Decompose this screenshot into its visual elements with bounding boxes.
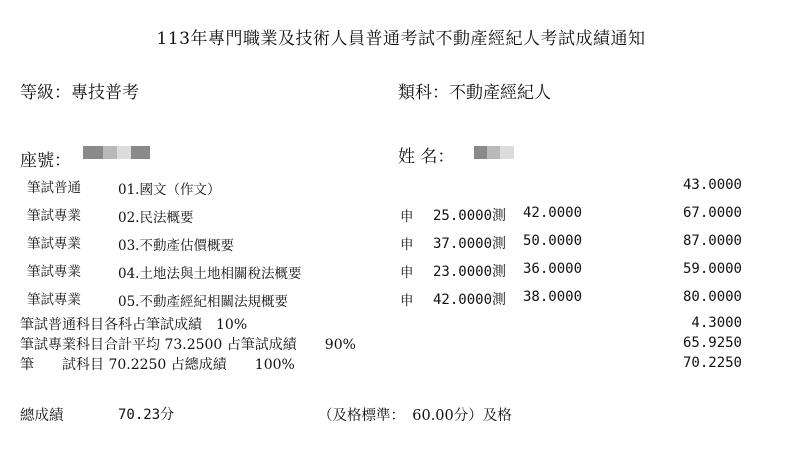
summary-general-label: 筆試普通科目各科占筆試成績 10%	[20, 317, 248, 333]
subject-label: 類科：不動產經紀人	[398, 83, 551, 103]
course-score: 87.0000	[682, 233, 742, 249]
score-part-2: 36.0000	[523, 261, 583, 277]
page-title: 113年專門職業及技術人員普通考試不動產經紀人考試成績通知	[156, 29, 646, 49]
name-label: 姓 名：	[398, 147, 455, 167]
exam-type: 筆試專業	[27, 208, 81, 224]
score-part-1: 23.0000測	[433, 264, 507, 280]
review-mark: 申	[400, 293, 414, 309]
score-part-2: 42.0000	[523, 205, 583, 221]
course-name: 01.國文（作文）	[118, 182, 221, 198]
exam-type: 筆試專業	[27, 264, 81, 280]
course-score: 59.0000	[682, 261, 742, 277]
level-label: 等級：專技普考	[20, 83, 139, 103]
exam-type: 筆試普通	[27, 180, 81, 196]
summary-professional-value: 65.9250	[682, 335, 742, 351]
exam-type: 筆試專業	[27, 292, 81, 308]
summary-general-value: 4.3000	[691, 315, 742, 331]
score-part-1: 42.0000測	[433, 292, 507, 308]
seat-number-redacted	[83, 146, 150, 159]
exam-type: 筆試專業	[27, 236, 81, 252]
total-score-label: 總成績	[20, 408, 64, 424]
total-score-value: 70.23分	[118, 407, 175, 423]
score-part-2: 50.0000	[523, 233, 583, 249]
score-part-1: 37.0000測	[433, 236, 507, 252]
summary-professional-label: 筆試專業科目合計平均 73.2500 占筆試成績 90%	[20, 337, 356, 353]
summary-written-value: 70.2250	[682, 355, 742, 371]
summary-written-label: 筆 試科目 70.2250 占總成績 100%	[20, 357, 295, 373]
pass-status: （及格標準： 60.00分）及格	[318, 408, 512, 424]
review-mark: 申	[400, 265, 414, 281]
course-score: 43.0000	[682, 177, 742, 193]
score-part-2: 38.0000	[523, 289, 583, 305]
name-redacted	[474, 146, 514, 159]
seat-label: 座號：	[20, 151, 71, 171]
course-name: 02.民法概要	[118, 210, 194, 226]
score-part-1: 25.0000測	[433, 208, 507, 224]
review-mark: 申	[400, 209, 414, 225]
course-name: 03.不動產估價概要	[118, 238, 234, 254]
course-name: 04.土地法與土地相關稅法概要	[118, 266, 302, 282]
course-name: 05.不動產經紀相關法規概要	[118, 294, 288, 310]
course-score: 80.0000	[682, 289, 742, 305]
review-mark: 申	[400, 237, 414, 253]
course-score: 67.0000	[682, 205, 742, 221]
